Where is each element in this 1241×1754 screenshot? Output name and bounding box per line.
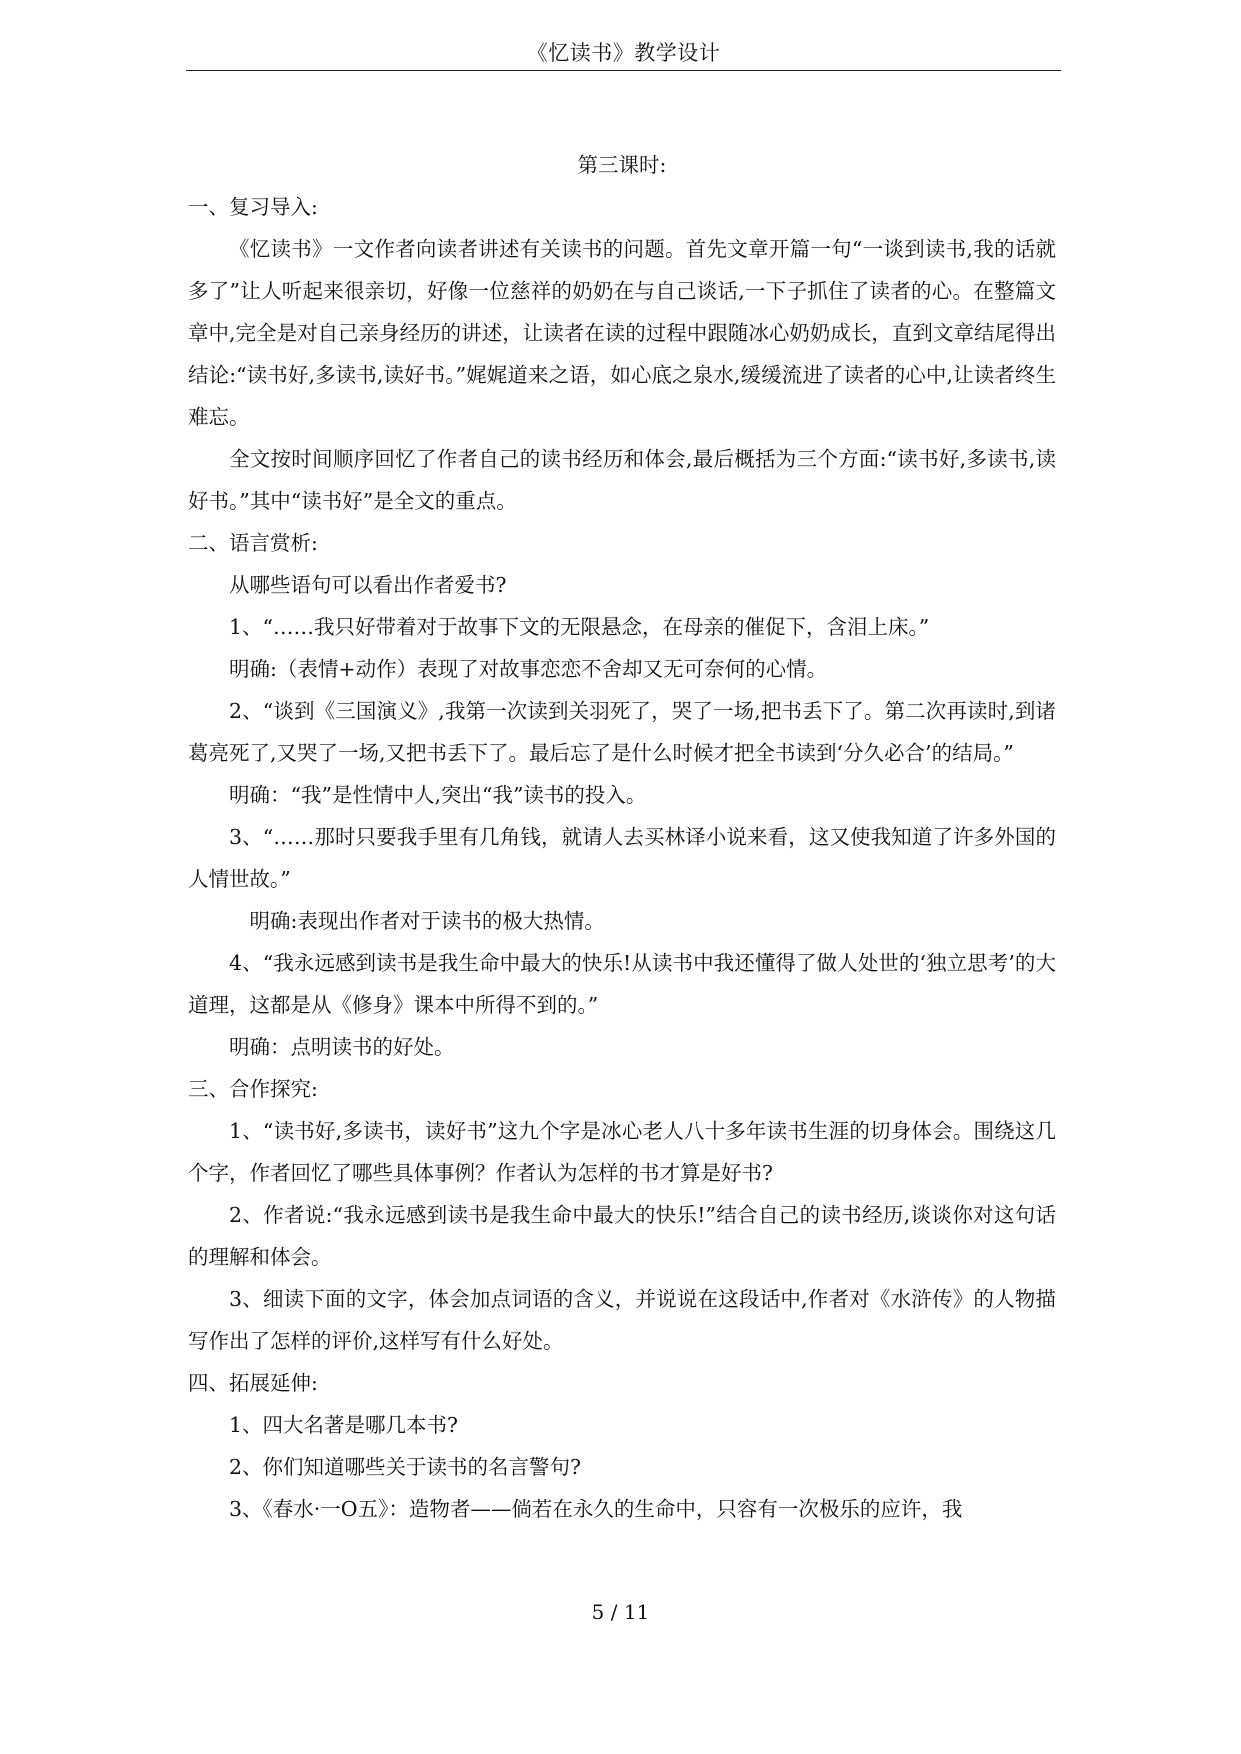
- inquiry-item: 3、细读下面的文字，体会加点词语的含义，并说说在这段话中,作者对《水浒传》的人物描写作出了怎样的评价,这样写有什么好处。: [188, 1287, 1056, 1353]
- section-heading-review: 一、复习导入:: [188, 195, 318, 219]
- quote-item: 2、“谈到《三国演义》,我第一次读到关羽死了，哭了一场,把书丢下了。第二次再读时,到诸葛亮死了,又哭了一场,又把书丢下了。最后忘了是什么时候才把全书读到‘分久必合’的结局。”: [188, 699, 1056, 765]
- section-heading-language: 二、语言赏析:: [188, 531, 318, 555]
- extension-item: 1、四大名著是哪几本书?: [229, 1413, 459, 1437]
- section-heading-extension: 四、拓展延伸:: [188, 1371, 318, 1395]
- answer: 明确:表现出作者对于读书的极大热情。: [249, 909, 605, 933]
- answer: 明确：点明读书的好处。: [229, 1035, 455, 1059]
- extension-item: 2、你们知道哪些关于读书的名言警句?: [229, 1455, 582, 1479]
- lesson-title: 第三课时:: [577, 153, 667, 177]
- answer: 明确:（表情+动作）表现了对故事恋恋不舍却又无可奈何的心情。: [229, 657, 828, 681]
- question: 从哪些语句可以看出作者爱书?: [229, 573, 507, 597]
- document-title: 《忆读书》教学设计: [526, 41, 721, 65]
- answer: 明确：“我”是性情中人,突出“我”读书的投入。: [229, 783, 647, 807]
- section-heading-inquiry: 三、合作探究:: [188, 1077, 318, 1101]
- page-header: [186, 36, 1061, 71]
- inquiry-item: 2、作者说:“我永远感到读书是我生命中最大的快乐!”结合自己的读书经历,谈谈你对这句话的理解和体会。: [188, 1203, 1056, 1269]
- extension-item: 3、《春水·一O五》：造物者——倘若在永久的生命中，只容有一次极乐的应许，我: [229, 1497, 963, 1521]
- quote-item: 3、“……那时只要我手里有几角钱，就请人去买林译小说来看，这又使我知道了许多外国的人情世故。”: [188, 825, 1056, 891]
- page-number: 5 / 11: [591, 1600, 650, 1624]
- quote-item: 1、“……我只好带着对于故事下文的无限悬念，在母亲的催促下，含泪上床。”: [229, 615, 930, 639]
- quote-item: 4、“我永远感到读书是我生命中最大的快乐!从读书中我还懂得了做人处世的‘独立思考’的大道理，这都是从《修身》课本中所得不到的。”: [188, 951, 1056, 1017]
- paragraph: 全文按时间顺序回忆了作者自己的读书经历和体会,最后概括为三个方面:“读书好,多读书,读好书。”其中“读书好”是全文的重点。: [188, 447, 1056, 513]
- inquiry-item: 1、“读书好,多读书，读好书”这九个字是冰心老人八十多年读书生涯的切身体会。围绕这几个字，作者回忆了哪些具体事例？作者认为怎样的书才算是好书?: [188, 1119, 1056, 1185]
- paragraph: 《忆读书》一文作者向读者讲述有关读书的问题。首先文章开篇一句“一谈到读书,我的话就多了”让人听起来很亲切，好像一位慈祥的奶奶在与自己谈话,一下子抓住了读者的心。在整篇文章中,完全是对自己亲身经历的讲述，让读者在读的过程中跟随冰心奶奶成长，直到文章结尾得出结论:“读书好,多读书,读好书。”娓娓道来之语，如心底之泉水,缓缓流进了读者的心中,让读者终生难忘。: [188, 237, 1056, 429]
- document-body: [188, 144, 1056, 1530]
